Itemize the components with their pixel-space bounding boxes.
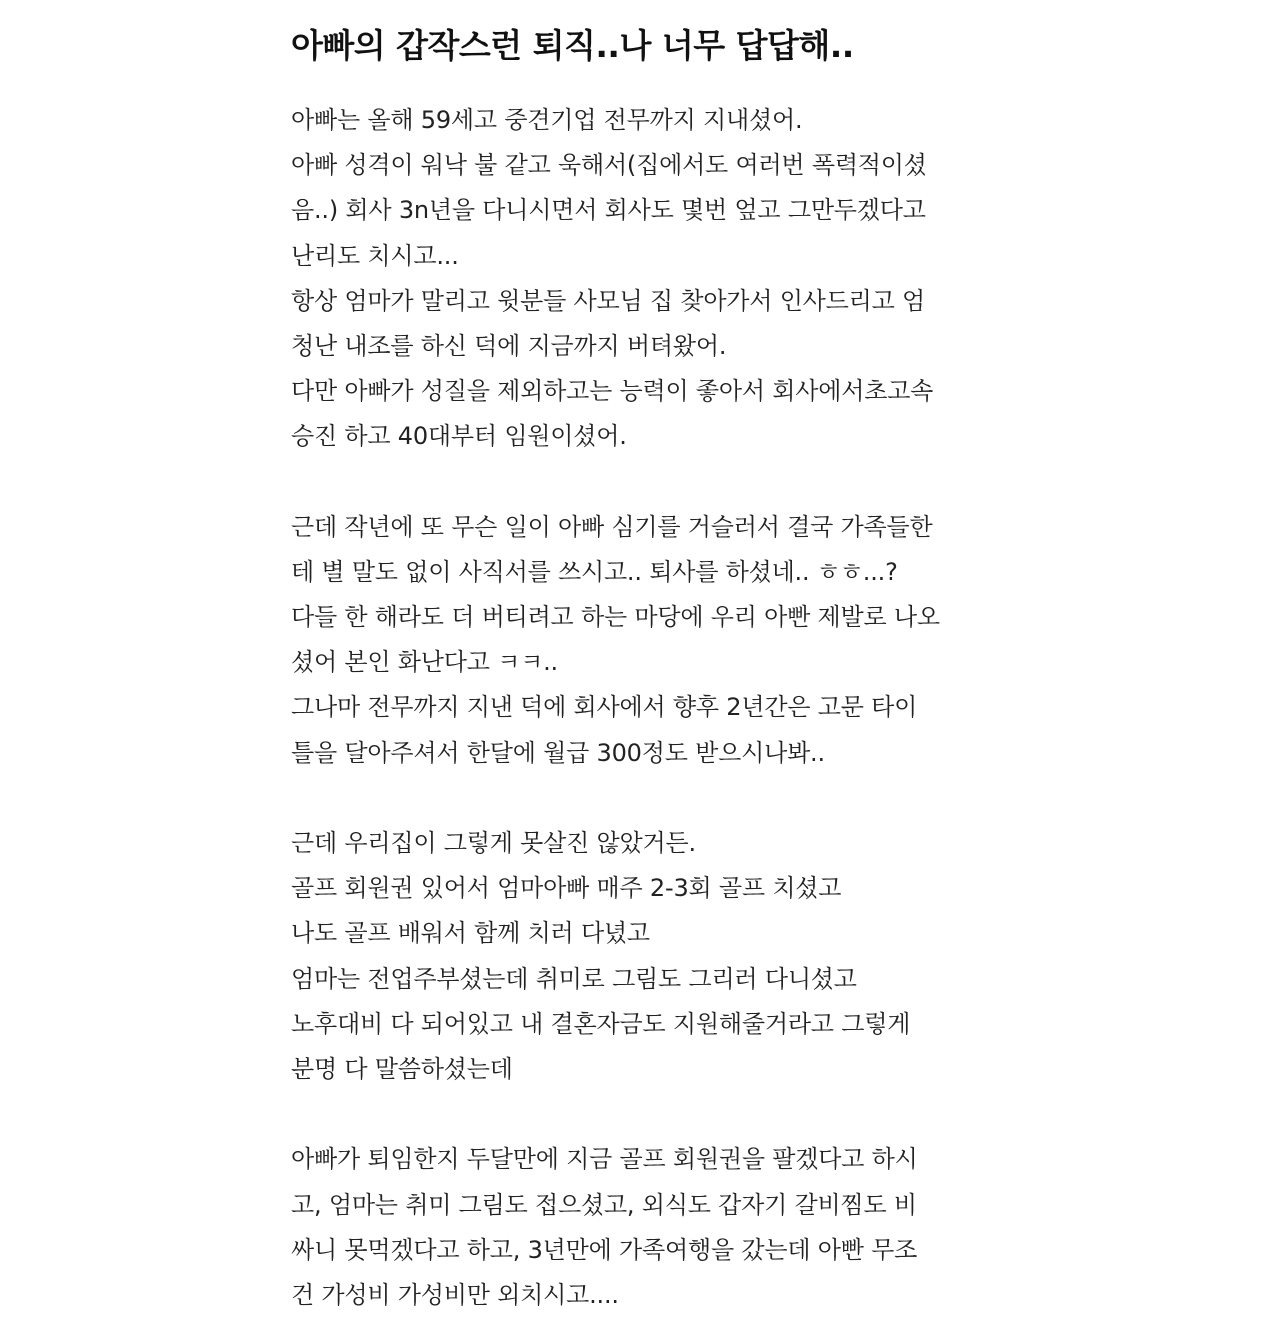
- text-line: 노후대비 다 되어있고 내 결혼자금도 지원해줄거라고 그렇게: [291, 1009, 911, 1038]
- text-line: 다만 아빠가 성질을 제외하고는 능력이 좋아서 회사에서초고속: [291, 377, 934, 406]
- text-line: 아빠 성격이 워낙 불 같고 욱해서(집에서도 여러번 폭력적이셨: [291, 151, 927, 180]
- text-line: 아빠가 퇴임한지 두달만에 지금 골프 회원권을 팔겠다고 하시: [291, 1145, 918, 1174]
- text-line: 테 별 말도 없이 사직서를 쓰시고.. 퇴사를 하셨네.. ㅎㅎ...?: [291, 557, 898, 586]
- text-line: 고, 엄마는 취미 그림도 접으셨고, 외식도 갑자기 갈비찜도 비: [291, 1190, 917, 1219]
- text-line: 음..) 회사 3n년을 다니시면서 회사도 몇번 엎고 그만두겠다고: [291, 196, 926, 225]
- paragraph-gap: [291, 776, 1011, 821]
- paragraph: [291, 98, 1011, 460]
- text-line: 청난 내조를 하신 덕에 지금까지 버텨왔어.: [291, 331, 727, 360]
- text-line: 골프 회원권 있어서 엄마아빠 매주 2-3회 골프 치셨고: [291, 874, 842, 903]
- paragraph: [291, 505, 1011, 776]
- paragraph-gap: [291, 1092, 1011, 1137]
- text-line: 건 가성비 가성비만 외치시고....: [291, 1280, 619, 1309]
- paragraph-gap: [291, 460, 1011, 505]
- text-line: 아빠는 올해 59세고 중견기업 전무까지 지내셨어.: [291, 106, 803, 134]
- text-line: 근데 작년에 또 무슨 일이 아빠 심기를 거슬러서 결국 가족들한: [291, 512, 933, 541]
- text-line: 다들 한 해라도 더 버티려고 하는 마당에 우리 아빤 제발로 나오: [291, 603, 940, 632]
- post-body: [291, 98, 1011, 1318]
- text-line: 그나마 전무까지 지낸 덕에 회사에서 향후 2년간은 고문 타이: [291, 693, 918, 722]
- post: [291, 0, 1011, 1318]
- text-line: 항상 엄마가 말리고 윗분들 사모님 집 찾아가서 인사드리고 엄: [291, 286, 926, 315]
- text-line: 싸니 못먹겠다고 하고, 3년만에 가족여행을 갔는데 아빤 무조: [291, 1235, 918, 1264]
- paragraph: [291, 821, 1011, 1092]
- text-line: 승진 하고 40대부터 임원이셨어.: [291, 422, 627, 451]
- text-line: 분명 다 말씀하셨는데: [291, 1054, 513, 1083]
- text-line: 근데 우리집이 그렇게 못살진 않았거든.: [291, 829, 696, 857]
- text-line: 나도 골프 배워서 함께 치러 다녔고: [291, 919, 650, 948]
- paragraph: [291, 1137, 1011, 1318]
- text-line: 엄마는 전업주부셨는데 취미로 그림도 그리러 다니셨고: [291, 964, 857, 993]
- text-line: 셨어 본인 화난다고 ㅋㅋ..: [291, 648, 558, 677]
- post-title: 아빠의 갑작스런 퇴직..나 너무 답답해..: [291, 26, 854, 65]
- text-line: 틀을 달아주셔서 한달에 월급 300정도 받으시나봐..: [291, 738, 825, 767]
- text-line: 난리도 치시고...: [291, 241, 459, 270]
